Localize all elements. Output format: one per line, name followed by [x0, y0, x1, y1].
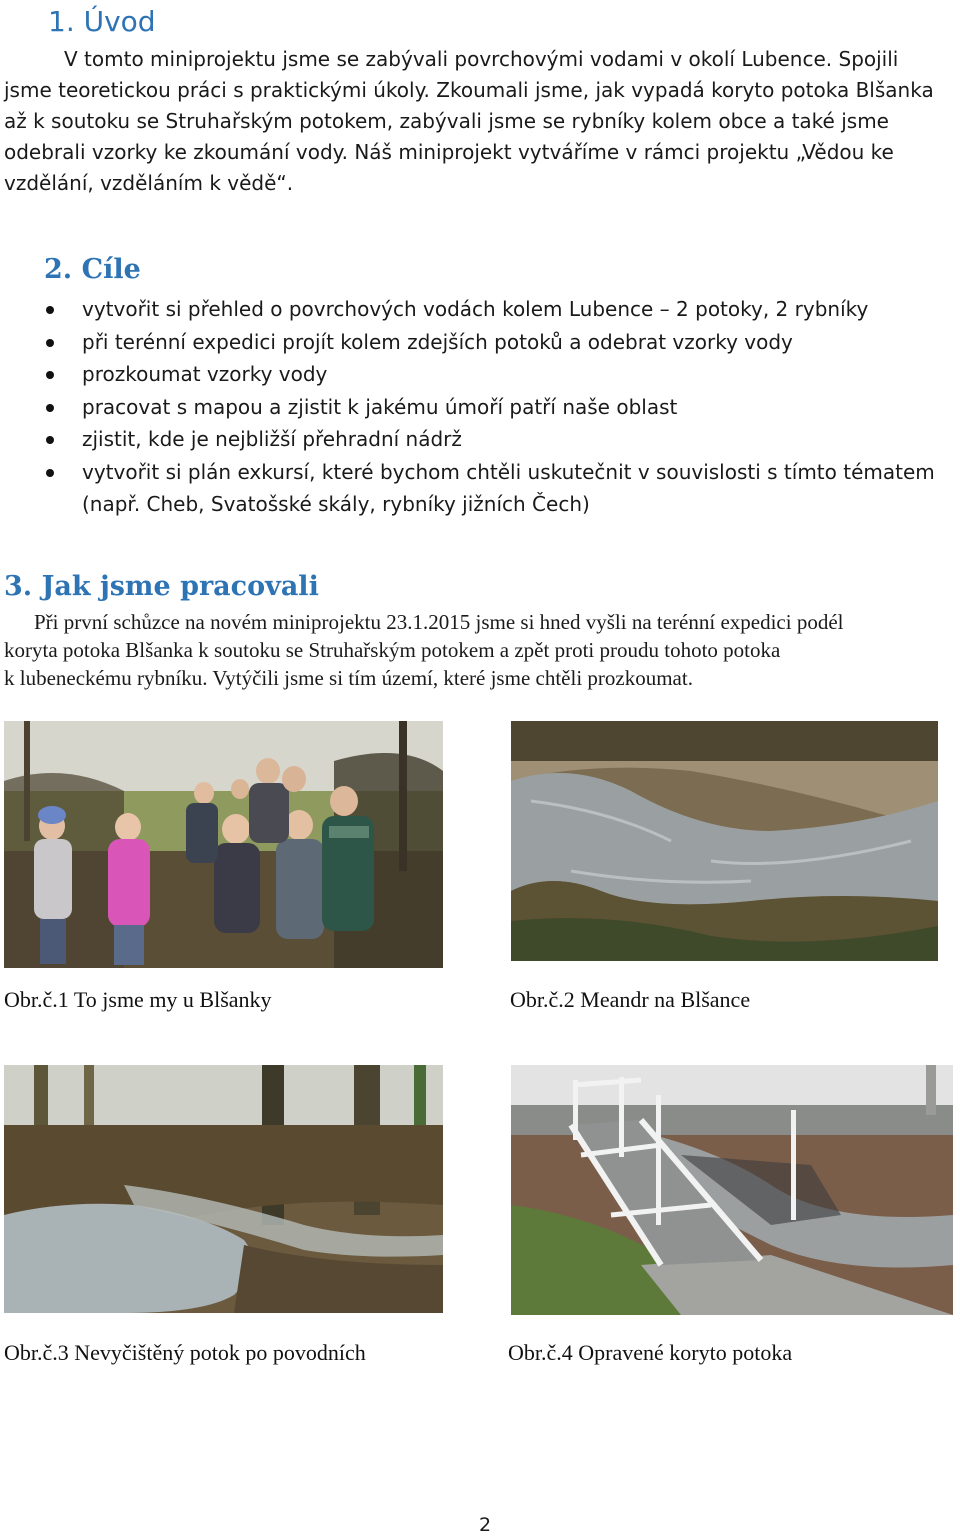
- list-item: při terénní expedici projít kolem zdejších potoků a odebrat vzorky vody: [4, 326, 954, 359]
- photo-meander-image: [511, 721, 938, 961]
- photo-uncleaned-stream-image: [4, 1065, 443, 1313]
- section-1-text: [4, 44, 954, 199]
- text-line: vzdělání, vzděláním k vědě“.: [4, 171, 294, 195]
- photo-group-kids-image: [4, 721, 443, 968]
- list-item-continuation: (např. Cheb, Svatošské skály, rybníky jižních Čech): [82, 492, 590, 516]
- text-line: k lubeneckému rybníku. Vytýčili jsme si tím území, které jsme chtěli prozkoumat.: [4, 666, 693, 690]
- text-line: Při první schůzce na novém miniprojektu 23.1.2015 jsme si hned vyšli na terénní expedici podél: [34, 610, 844, 634]
- bullet-icon: [46, 469, 54, 477]
- bullet-icon: [46, 339, 54, 347]
- list-item: prozkoumat vzorky vody: [4, 358, 954, 391]
- section-3-heading: 3. Jak jsme pracovali: [4, 571, 319, 602]
- bullet-icon: [46, 404, 54, 412]
- text-line: odebrali vzorky ke zkoumání vody. Náš miniprojekt vytváříme v rámci projektu „Vědou ke: [4, 140, 894, 164]
- photo-repaired-stream: [511, 1065, 953, 1315]
- caption-photo-4: Obr.č.4 Opravené koryto potoka: [508, 1340, 793, 1365]
- list-item: pracovat s mapou a zjistit k jakému úmoří patří naše oblast: [4, 391, 954, 424]
- bullet-icon: [46, 371, 54, 379]
- caption-photo-3: Obr.č.3 Nevyčištěný potok po povodních: [4, 1340, 366, 1365]
- photo-meander: [511, 721, 938, 961]
- text-line: až k soutoku se Struhařským potokem, zabývali jsme se rybníky kolem obce a také jsme: [4, 109, 889, 133]
- photo-group-kids: [4, 721, 443, 968]
- text-line: V tomto miniprojektu jsme se zabývali povrchovými vodami v okolí Lubence. Spojili: [64, 47, 899, 71]
- list-item: zjistit, kde je nejbližší přehradní nádrž: [4, 423, 954, 456]
- bullet-icon: [46, 306, 54, 314]
- text-line: koryta potoka Blšanka k soutoku se Struhařským potokem a zpět proti proudu tohoto potoka: [4, 638, 781, 662]
- caption-photo-1: Obr.č.1 To jsme my u Blšanky: [4, 987, 272, 1012]
- caption-photo-2: Obr.č.2 Meandr na Blšance: [510, 987, 751, 1012]
- photo-repaired-stream-image: [511, 1065, 953, 1315]
- section-1-heading: 1. Úvod: [48, 5, 156, 38]
- list-item: vytvořit si plán exkursí, které bychom chtěli uskutečnit v souvislosti s tímto tématem: [4, 456, 954, 489]
- photo-uncleaned-stream: [4, 1065, 443, 1313]
- goals-list: [4, 293, 954, 521]
- list-item: vytvořit si přehled o povrchových vodách kolem Lubence – 2 potoky, 2 rybníky: [4, 293, 954, 326]
- section-2-heading: 2. Cíle: [44, 254, 141, 285]
- page-number: 2: [478, 1514, 492, 1536]
- bullet-icon: [46, 436, 54, 444]
- section-3-text: [4, 608, 954, 692]
- text-line: jsme teoretickou práci s praktickými úkoly. Zkoumali jsme, jak vypadá koryto potoka Blšanka: [4, 78, 934, 102]
